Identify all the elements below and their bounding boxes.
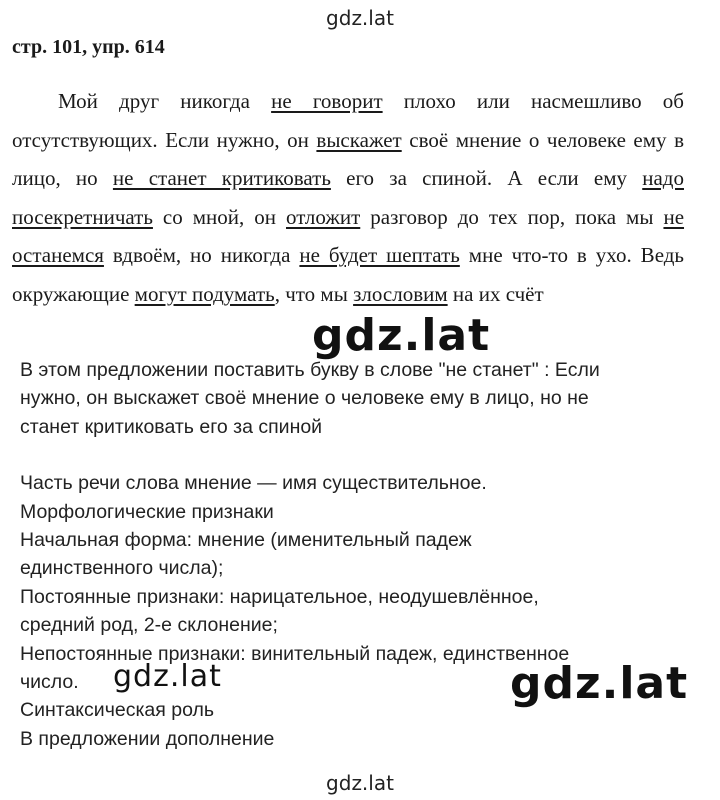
constant-features-line: Постоянные признаки: нарицательное, неодушевлённое, (20, 585, 539, 608)
watermark-lower-left: gdz.lat (113, 659, 222, 694)
morphology-title: Морфологические признаки (20, 500, 274, 523)
paragraph-text: на их счёт (447, 281, 544, 306)
watermark-bottom: gdz.lat (326, 771, 394, 795)
paragraph-text: мне что-то в ухо. Ведь окружающие (12, 243, 684, 306)
initial-form-line: единственного числа); (20, 557, 224, 580)
syntax-title: Синтаксическая роль (20, 699, 215, 722)
watermark-top: gdz.lat (326, 6, 394, 30)
syntax-role: В предложении дополнение (20, 727, 275, 750)
answer-intro-line: В этом предложении поставить букву в слове "не станет" : Если (20, 359, 600, 381)
variable-features-line: Непостоянные признаки: винительный падеж, единственное (20, 642, 570, 665)
watermark-middle: gdz.lat (312, 310, 491, 361)
underlined-predicate: злословим (353, 281, 448, 306)
variable-features-line: число. (20, 671, 79, 694)
underlined-predicate: не останемся (12, 204, 685, 268)
paragraph-text: разговор до тех пор, пока мы (360, 204, 664, 229)
initial-form-line: Начальная форма: мнение (именительный падеж (20, 529, 472, 552)
underlined-predicate: не станет критиковать (112, 166, 331, 191)
underlined-predicate: надо посекретничать (12, 166, 684, 229)
paragraph-text: вдвоём, но никогда (103, 243, 300, 268)
paragraph-text: , что мы (274, 281, 354, 306)
paragraph-text: Мой друг никогда (58, 89, 272, 113)
underlined-predicate: отложит (286, 204, 361, 229)
paragraph-text: плохо или насмешливо об отсутствующих. Если нужно, он (12, 89, 684, 152)
page-heading: стр. 101, упр. 614 (12, 36, 165, 58)
underlined-predicate: могут подумать (134, 281, 275, 306)
paragraph-text: своё мнение о человеке ему в лицо, но (12, 127, 684, 191)
answer-intro-line: нужно, он выскажет своё мнение о человеке ему в лицо, но не (20, 387, 589, 410)
answer-intro-line: станет критиковать его за спиной (20, 415, 323, 438)
underlined-predicate: не будет шептать (299, 243, 460, 268)
underlined-predicate: не говорит (271, 89, 383, 113)
exercise-paragraph (12, 82, 684, 314)
paragraph-text: со мной, он (152, 204, 286, 229)
constant-features-line: средний род, 2-е склонение; (20, 614, 278, 637)
paragraph-text: его за спиной. А если ему (330, 166, 643, 191)
underlined-predicate: выскажет (316, 127, 402, 152)
watermark-lower-right: gdz.lat (510, 658, 689, 709)
part-of-speech: Часть речи слова мнение — имя существительное. (20, 472, 487, 495)
